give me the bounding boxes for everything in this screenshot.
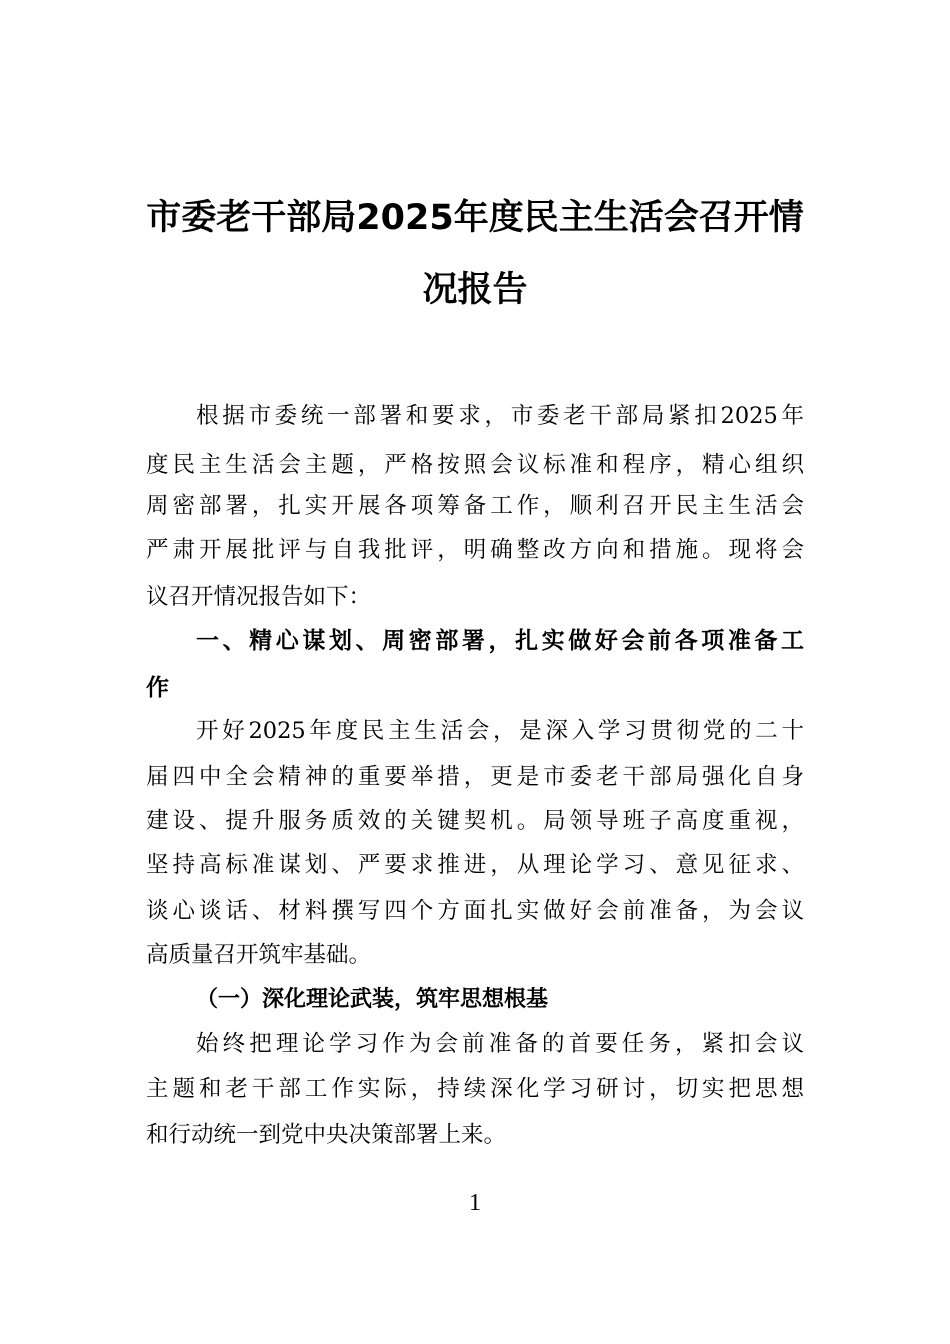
subsection-1-line-3: 和行动统一到党中央决策部署上来。	[146, 1122, 507, 1148]
section-1-line-4: 坚持高标准谋划、严要求推进，从理论学习、意见征求、	[146, 852, 804, 878]
page-number: 1	[469, 1190, 481, 1216]
intro-line-5: 议召开情况报告如下：	[146, 584, 372, 610]
section-1-line-3: 建设、提升服务质效的关键契机。局领导班子高度重视，	[146, 808, 804, 834]
document-title-line-1: 市委老干部局2025年度民主生活会召开情	[146, 198, 804, 238]
document-title-line-2: 况报告	[422, 270, 528, 310]
section-1-line-2: 届四中全会精神的重要举措，更是市委老干部局强化自身	[146, 764, 804, 790]
subsection-1-line-2: 主题和老干部工作实际，持续深化学习研讨，切实把思想	[146, 1076, 804, 1102]
section-1-heading-line-1: 一、精心谋划、周密部署，扎实做好会前各项准备工	[196, 628, 804, 654]
intro-line-4: 严肃开展批评与自我批评，明确整改方向和措施。现将会	[146, 537, 804, 563]
subsection-1-heading: （一）深化理论武装，筑牢思想根基	[196, 986, 549, 1012]
subsection-1-line-1: 始终把理论学习作为会前准备的首要任务，紧扣会议	[196, 1031, 804, 1057]
intro-line-2: 度民主生活会主题，严格按照会议标准和程序，精心组织	[146, 452, 804, 478]
section-1-heading-line-2: 作	[146, 675, 169, 701]
section-1-line-6: 高质量召开筑牢基础。	[146, 942, 372, 968]
intro-line-1: 根据市委统一部署和要求，市委老干部局紧扣2025年	[196, 403, 804, 429]
section-1-line-1: 开好2025年度民主生活会，是深入学习贯彻党的二十	[196, 718, 804, 744]
intro-line-3: 周密部署，扎实开展各项筹备工作，顺利召开民主生活会	[146, 493, 804, 519]
section-1-line-5: 谈心谈话、材料撰写四个方面扎实做好会前准备，为会议	[146, 898, 804, 924]
